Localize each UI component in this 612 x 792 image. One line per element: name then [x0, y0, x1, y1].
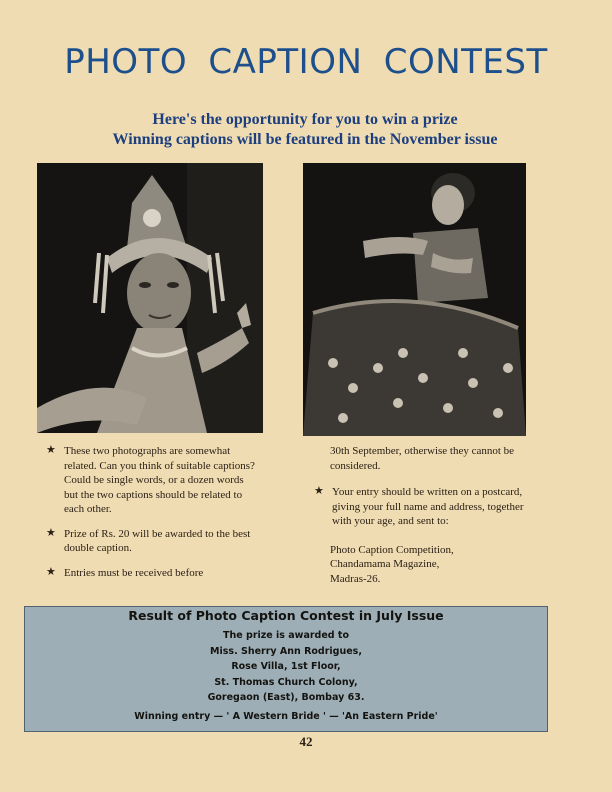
result-heading: Result of Photo Caption Contest in July Issue [128, 608, 444, 623]
postal-address [310, 543, 528, 587]
winner-address-2: St. Thomas Church Colony, [214, 676, 358, 688]
rules-left-column [42, 444, 260, 590]
rules-right-column [310, 444, 528, 586]
winner-name: Miss. Sherry Ann Rodrigues, [210, 645, 362, 657]
photo-western-girl [303, 163, 526, 436]
page-title: PHOTO CAPTION CONTEST [64, 42, 548, 82]
winning-entry: Winning entry — ' A Western Bride ' — 'An Eastern Pride' [134, 710, 438, 722]
rule-deadline-start: Entries must be received before [64, 566, 204, 579]
rule-postcard: Your entry should be written on a postcard, giving your full name and address, together with your age, and sent to: [332, 486, 524, 527]
rule-item [42, 527, 260, 556]
rule-item [42, 566, 260, 581]
rule-deadline-end: 30th September, otherwise they cannot be considered. [330, 445, 515, 472]
address-line-2: Chandamama Magazine, [330, 558, 440, 570]
rule-photographs: These two photographs are somewhat related. Can you think of suitable captions? Could be single words, or a dozen words but the two captions should be related to each other. [64, 445, 255, 515]
page-number: 42 [299, 734, 313, 749]
result-line-1: The prize is awarded to [223, 630, 349, 641]
intro-line-1: Here's the opportunity for you to win a prize [152, 111, 458, 128]
rule-item [310, 485, 528, 529]
address-line-3: Madras-26. [330, 572, 381, 585]
star-bullet-icon: ★ [314, 485, 324, 497]
winner-address-3: Goregaon (East), Bombay 63. [207, 692, 365, 703]
star-bullet-icon: ★ [46, 444, 56, 456]
rule-prize: Prize of Rs. 20 will be awarded to the best double caption. [64, 527, 251, 554]
intro-line-2: Winning captions will be featured in the November issue [112, 131, 498, 148]
rule-item [42, 444, 260, 517]
star-bullet-icon: ★ [46, 565, 56, 578]
photo-dancer [37, 163, 263, 433]
address-line-1: Photo Caption Competition, [330, 543, 454, 556]
winner-address-1: Rose Villa, 1st Floor, [231, 661, 341, 672]
result-box [24, 606, 548, 732]
star-bullet-icon: ★ [46, 526, 56, 539]
